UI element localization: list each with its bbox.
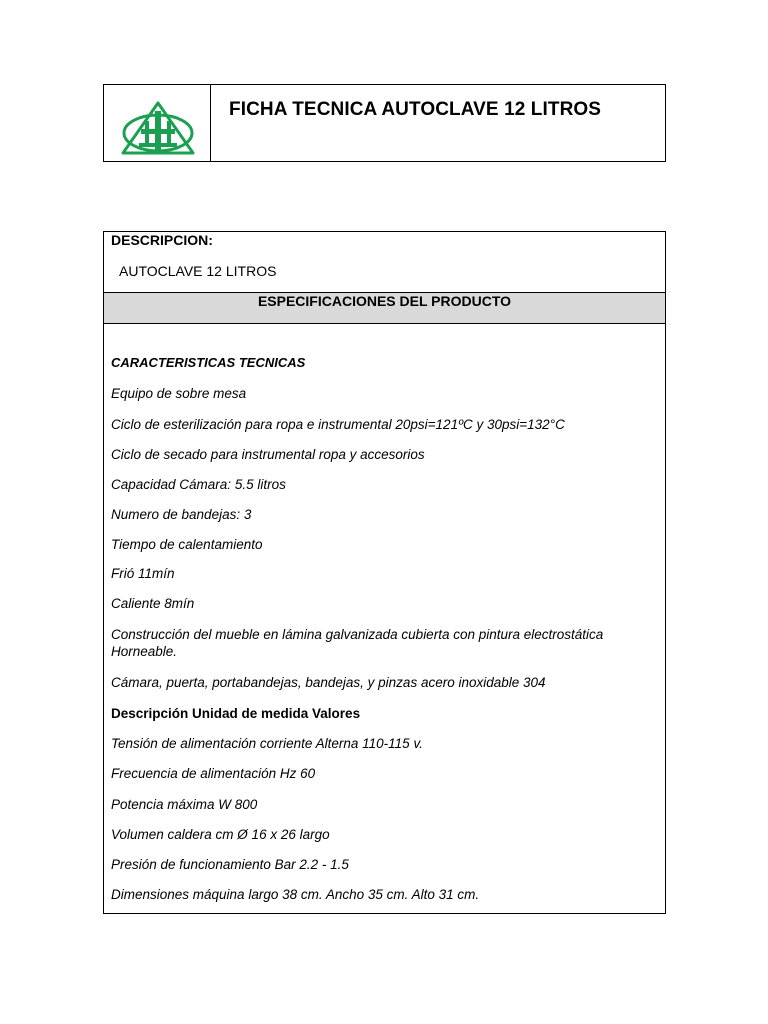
unit-item: Dimensiones máquina largo 38 cm. Ancho 35 cm. Alto 31 cm. <box>111 887 480 902</box>
units-heading: Descripción Unidad de medida Valores <box>111 706 361 721</box>
specs-heading-bar <box>104 293 665 324</box>
description-heading: DESCRIPCION: <box>111 232 213 248</box>
spec-item: Cámara, puerta, portabandejas, bandejas, y pinzas acero inoxidable 304 <box>111 675 546 690</box>
specs-heading: ESPECIFICACIONES DEL PRODUCTO <box>257 293 512 309</box>
spec-item: Tiempo de calentamiento <box>111 537 263 552</box>
header-table <box>103 84 666 162</box>
description-value: AUTOCLAVE 12 LITROS <box>119 263 277 279</box>
unit-item: Volumen caldera cm Ø 16 x 26 largo <box>111 827 330 842</box>
spec-item: Ciclo de esterilización para ropa e instrumental 20psi=121ºC y 30psi=132°C <box>111 417 565 432</box>
spec-item: Construcción del mueble en lámina galvanizada cubierta con pintura electrostática Horneable. <box>111 627 604 659</box>
spec-item: Capacidad Cámara: 5.5 litros <box>111 477 286 492</box>
spec-item: Caliente 8mín <box>111 596 195 611</box>
description-block <box>104 232 665 293</box>
document-title: FICHA TECNICA AUTOCLAVE 12 LITROS <box>229 99 602 120</box>
spec-item: Ciclo de secado para instrumental ropa y accesorios <box>111 447 425 462</box>
unit-item: Tensión de alimentación corriente Alterna 110-115 v. <box>111 736 423 751</box>
spec-item: Numero de bandejas: 3 <box>111 507 252 522</box>
spec-item: Equipo de sobre mesa <box>111 386 247 401</box>
title-cell <box>211 85 665 161</box>
logo-cell <box>104 85 211 161</box>
tech-heading: CARACTERISTICAS TECNICAS <box>111 355 306 370</box>
unit-item: Presión de funcionamiento Bar 2.2 - 1.5 <box>111 857 349 872</box>
triangle-emblem-icon <box>117 99 199 157</box>
unit-item: Frecuencia de alimentación Hz 60 <box>111 766 316 781</box>
spec-item: Frió 11mín <box>111 566 175 581</box>
spec-table <box>103 231 666 914</box>
unit-item: Potencia máxima W 800 <box>111 797 258 812</box>
